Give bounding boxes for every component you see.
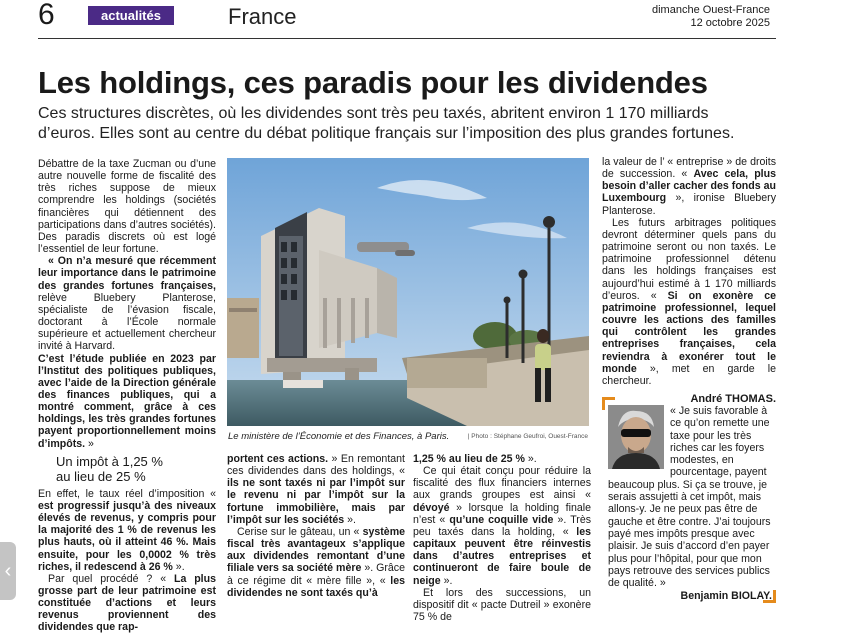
paragraph-text: Par quel procédé ? « — [48, 572, 174, 585]
paragraph — [38, 255, 216, 352]
paragraph-text: Ce qui était conçu pour réduire la fiscalité des flux financiers internes aux grands groupes est ainsi « — [413, 465, 591, 502]
article-column-1 — [38, 158, 216, 634]
paragraph-text: », met en garde le chercheur. — [602, 362, 776, 387]
paragraph-text: ». Très peu taxés dans la holding, « — [413, 513, 592, 538]
quote-bold: qu’une coquille vide — [449, 513, 554, 526]
paragraph-text: » En remontant ces dividendes dans des holdings, « — [227, 453, 405, 478]
paragraph — [413, 465, 591, 587]
paragraph-text: » lorsque la holding finale n’est « — [413, 501, 591, 526]
publication-date-value: 12 octobre 2025 — [690, 17, 770, 29]
quote-signature: Benjamin BIOLAY. — [680, 590, 772, 603]
quote-bold: système fiscal très avantageux s’applique aux dividendes remontant d’une filiale vers sa société mère — [227, 525, 405, 575]
section-title: France — [228, 4, 297, 29]
quote-bold: est progressif jusqu’à des niveaux élevés de revenus, y compris pour la majorité des 1 % de revenus les plus hauts, où il atteint 46 %. Mais ensuite, pour les 0,0002 % très riches, il redescend à 26 % — [38, 499, 216, 573]
quote-bold: Avec cela, plus besoin d’aller cacher des fonds au Luxembourg — [602, 168, 776, 205]
article-photo — [227, 158, 589, 426]
rubric-badge: actualités — [88, 6, 174, 25]
paragraph — [602, 156, 776, 217]
quote-bold: ils ne sont taxés ni par l’impôt sur le revenu ni par l’impôt sur la fortune immobilière, mais par l’impôt sur les sociétés — [227, 477, 405, 526]
paragraph: Débattre de la taxe Zucman ou d’une autre nouvelle forme de fiscalité des très riches suppose de mieux comprendre les holdings (sociétés financières qui détiennent des participations dans d’autres sociétés). Des paradis discrets où est logé l’essentiel de leur fortune. — [38, 158, 216, 256]
paragraph-text: la valeur de l’ « entreprise » de droits de succession. « — [602, 156, 776, 181]
intertitle-line-1: Un impôt à 1,25 % — [56, 453, 163, 469]
article-column-3 — [413, 453, 591, 623]
portrait-photo — [608, 405, 664, 469]
quote-bold: Si on exonère ce patrimoine professionnel, lequel couvre les actions des familles qui contrôlent les grandes entreprises françaises, cela reviendra à exonérer tout le monde — [602, 289, 777, 375]
author-signature: André THOMAS. — [690, 392, 776, 405]
quote-bold: C’est l’étude publiée en 2023 par l’Institut des politiques publiques, avec l’aide de la Direction générale des finances publiques, qui a montré comment, grâce à ces holdings, les très grandes fortunes payent proportionnellement moins d’impôts. — [38, 352, 216, 450]
standfirst: Ces structures discrètes, où les dividendes sont très peu taxés, abritent environ 1 170 milliards d’euros. Elles sont au centre du débat politique français sur l’imposition des plus grandes fortunes. — [38, 105, 735, 142]
quote-box — [602, 397, 776, 603]
paragraph-text: ». — [440, 574, 453, 587]
paragraph — [413, 453, 591, 465]
photo-caption: Le ministère de l’Économie et des Finances, à Paris. — [228, 431, 450, 442]
quote-bold: La plus grosse part de leur patrimoine est constituée d’actions et leurs revenus proviennent des dividendes que rap- — [38, 572, 216, 634]
paragraph-text: ». — [524, 453, 537, 465]
paragraph — [38, 488, 216, 573]
headline: Les holdings, ces paradis pour les dividendes — [38, 65, 708, 100]
chevron-left-icon: ‹ — [4, 560, 12, 582]
ministry-building-illustration — [227, 158, 589, 426]
paragraph-text: relève Bluebery Planterose, spécialiste de l’évasion fiscale, doctorant à l’École normale supérieure et actuellement chercheur invité à Harvard. — [38, 291, 216, 353]
quote-bold: les dividendes ne sont taxés qu’à — [227, 574, 405, 599]
page-number: 6 — [38, 0, 55, 31]
paragraph-text: », ironise Bluebery Planterose. — [602, 192, 776, 217]
quote-text — [608, 405, 772, 603]
quote-bold: dévoyé — [413, 501, 450, 514]
paragraph-text: » — [85, 437, 94, 450]
portrait-illustration — [608, 405, 664, 469]
intertitle — [38, 454, 216, 484]
intertitle-line-2: au lieu de 25 % — [56, 468, 146, 484]
quote-bold: portent ces actions. — [227, 453, 329, 465]
paragraph-text: En effet, le taux réel d’imposition « — [38, 487, 216, 500]
paragraph-text: ». — [172, 560, 185, 573]
paragraph-text: ». Grâce à ce régime dit « mère fille », « — [227, 562, 405, 587]
paragraph-text: Cerise sur le gâteau, un « — [237, 525, 363, 538]
prev-page-button[interactable] — [0, 542, 16, 600]
article-column-2 — [227, 453, 405, 599]
paragraph — [227, 526, 405, 599]
paragraph: Et lors des successions, un dispositif dit « pacte Dutreil » exonère 75 % de — [413, 586, 591, 624]
article-column-4 — [602, 156, 776, 405]
paragraph-text: ». — [344, 513, 356, 526]
quote-bold: les capitaux peuvent être réinvestis dans d’autres entreprises et continueront de faire boule de neige — [413, 525, 591, 587]
header-rule — [38, 38, 776, 39]
paragraph-text: Les futurs arbitrages politiques devront déterminer quels pans du patrimoine seront ou non taxés. Le patrimoine professionnel détenu dans les holdings françaises est aujourd’hui estimé à 1 170 milliards d’euros. « — [602, 216, 776, 302]
publication-day: dimanche Ouest-France — [652, 4, 770, 16]
quote-body: « Je suis favorable à ce qu’on remette une taxe pour les très riches car les foyers modestes, en pourcentage, payent beaucoup plus. Si ça se trouve, je serais assujetti à cet impôt, mais allons-y. Je ne peux pas être de gauche et être contre. J’ai toujours payé mes impôts presque avec plaisir. Je suis d’accord d’en payer plus pour l’hôpital, pour que mon pays retrouve des services publics de qualité. » — [608, 405, 771, 590]
publication-date — [652, 4, 770, 30]
quote-bold: « On n’a mesuré que récemment leur importance dans le patrimoine des grandes fortunes françaises, — [38, 255, 216, 292]
quote-bold: 1,25 % au lieu de 25 % — [413, 453, 525, 465]
paragraph — [38, 353, 216, 450]
paragraph — [38, 573, 216, 634]
photo-credit: | Photo : Stéphane Geufroi, Ouest-France — [467, 433, 588, 440]
paragraph — [602, 217, 776, 387]
paragraph — [227, 453, 405, 526]
